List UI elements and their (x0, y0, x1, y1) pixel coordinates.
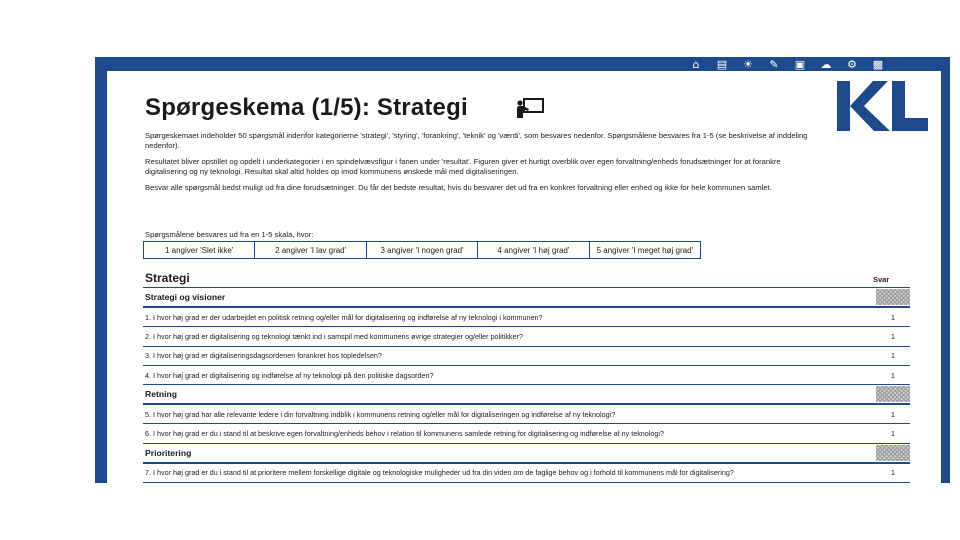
question-row (143, 347, 910, 366)
question-text: 1. I hvor høj grad er der udarbejdet en politisk retning og/eller mål for digitalisering og indførelse af ny teknologi i kommunen? (145, 312, 543, 322)
kl-logo (837, 77, 929, 135)
category-row (143, 288, 910, 308)
question-row (143, 327, 910, 346)
document-icon[interactable]: ▤ (716, 57, 728, 71)
question-text: 6. I hvor høj grad er du i stand til at beskrive egen forvaltning/enheds behov i relation til kommunens samlede retning for digitalisering og indførelse af ny teknologi? (145, 429, 664, 439)
questionnaire-sheet (107, 71, 941, 483)
scale-item: 2 angiver 'I lav grad' (255, 242, 366, 258)
chart-icon[interactable]: ▣ (794, 57, 806, 71)
scale-legend (143, 241, 701, 259)
section-title: Strategi (145, 271, 190, 285)
page-title: Spørgeskema (1/5): Strategi (145, 94, 468, 121)
whiteboard-icon (515, 97, 545, 119)
question-text: 5. I hvor høj grad har alle relevante ledere i din forvaltning indblik i kommunens retning og/eller mål for digitaliseringen og indførelse af ny teknologi? (145, 409, 616, 419)
question-text: 4. I hvor høj grad er digitalisering og indførelse af ny teknologi på den politiske dagsorden? (145, 370, 434, 380)
answer-cell[interactable]: 1 (890, 312, 895, 322)
category-row (143, 444, 910, 464)
intro-paragraph-2: Resultatet bliver opstillet og opdelt i underkategorier i en spindelvævsfigur i fanen under 'resultat'. Figuren giver et hurtigt overblik over egen forvaltning/enheds forudsætninger for at forankre digitalisering og ny teknologi. Resultat skal altid holdes op imod kommunens ønskede mål med digitaliseringen. (145, 157, 781, 176)
category-row (143, 385, 910, 405)
question-row (143, 405, 910, 424)
answer-column-header: Svar (873, 275, 890, 284)
briefcase-icon[interactable]: ▩ (872, 57, 884, 71)
answer-cell[interactable]: 1 (890, 468, 895, 478)
question-row (143, 308, 910, 327)
answer-cell[interactable]: 1 (890, 370, 895, 380)
shaded-answer-cell (876, 445, 910, 461)
question-table (143, 287, 910, 483)
intro-paragraph-1: Spørgeskemaet indeholder 50 spørgsmål indenfor kategorierne 'strategi', 'styring', 'forankring', 'teknik' og 'værdi', som besvares nedenfor. Spørgsmålene besvares fra 1-5 (se beskrivelse af inddeling nedenfor). (145, 131, 808, 150)
presentation-icon[interactable]: ☀ (743, 57, 753, 71)
answer-cell[interactable]: 1 (890, 409, 895, 419)
cloud-icon[interactable]: ☁ (820, 57, 832, 71)
question-text: 3. I hvor høj grad er digitaliseringsdagsordenen forankret hos topledelsen? (145, 351, 382, 361)
intro-text (145, 131, 815, 199)
intro-paragraph-3: Besvar alle spørgsmål bedst muligt ud fra dine forudsætninger. Du får det bedste resultat, hvis du besvarer det ud fra en konkret forvaltning eller enhed og ikke for hele kommunen samlet. (145, 183, 772, 192)
scale-item: 3 angiver 'I nogen grad' (367, 242, 478, 258)
scale-item: 5 angiver 'I meget høj grad' (596, 245, 694, 255)
shaded-answer-cell (876, 386, 910, 402)
answer-cell[interactable]: 1 (890, 351, 895, 361)
scale-item: 1 angiver 'Slet ikke' (144, 242, 255, 258)
scale-item: 4 angiver 'I høj grad' (478, 242, 589, 258)
question-row (143, 464, 910, 483)
shaded-answer-cell (876, 289, 910, 305)
category-label: Prioritering (145, 447, 192, 458)
category-label: Retning (145, 389, 177, 400)
question-row (143, 424, 910, 443)
scale-label: Spørgsmålene besvares ud fra en 1-5 skala, hvor: (145, 230, 314, 239)
answer-cell[interactable]: 1 (890, 429, 895, 439)
question-text: 2. I hvor høj grad er digitalisering og teknologi tænkt ind i samspil med kommunens øvrige strategier og/eller politikker? (145, 331, 523, 341)
slide-frame (95, 57, 950, 483)
toolbar (685, 57, 889, 71)
question-text: 7. I hvor høj grad er du i stand til at prioritere mellem forskellige digitale og teknologiske muligheder ud fra din viden om de faglige behov og i forhold til kommunens mål for digitalisering? (145, 468, 734, 478)
category-label: Strategi og visioner (145, 292, 226, 302)
gear-icon[interactable]: ⚙ (847, 57, 857, 71)
home-icon[interactable]: ⌂ (692, 57, 700, 71)
answer-cell[interactable]: 1 (890, 331, 895, 341)
question-row (143, 366, 910, 385)
pen-icon[interactable]: ✎ (769, 57, 779, 71)
